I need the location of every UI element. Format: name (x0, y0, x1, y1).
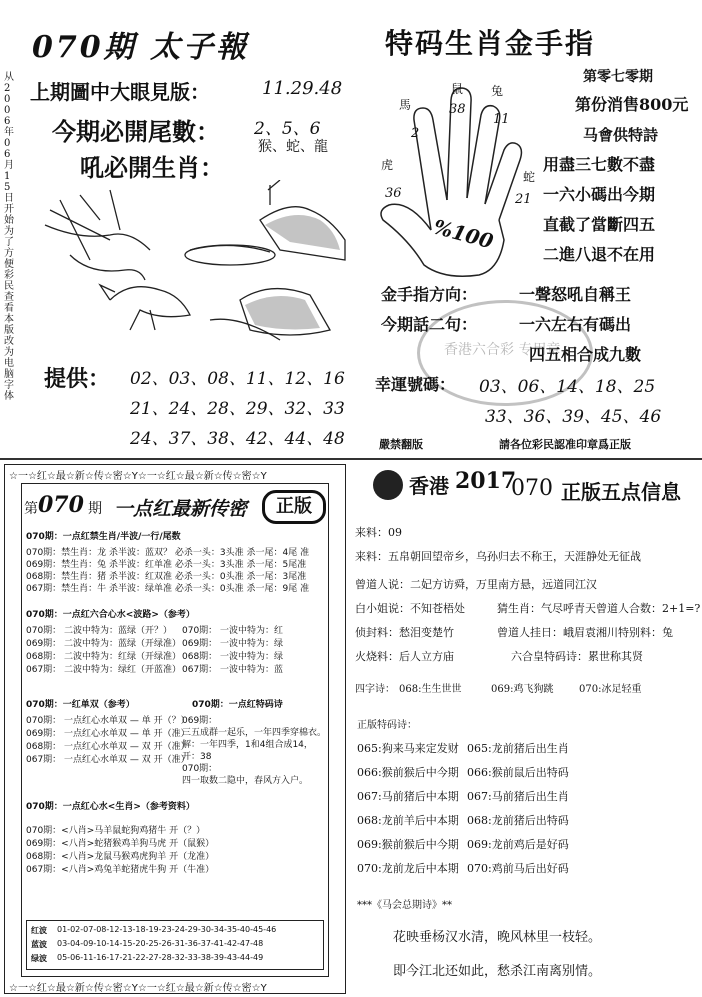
issue-text: 第零七零期 (583, 69, 653, 85)
balls-box (26, 920, 324, 970)
sec1-row-2: 069期：禁生肖：兔 杀半波：红单准 必杀一头：3头准 杀一尾：5尾准 (26, 560, 307, 570)
sec4-row-4: 067期：<八肖>鸡兔羊蛇猪虎牛狗 开（牛准） (26, 865, 215, 875)
poem-right-3: 067:马前猪后出生肖 (467, 790, 569, 803)
emblem-icon (373, 470, 403, 500)
poem-left-3: 067:马前猪后中本期 (357, 790, 459, 803)
top-left-panel (0, 0, 351, 460)
zodiac-value: 猴、蛇、龍 (258, 139, 328, 155)
hand-num-rat: 38 (449, 102, 466, 117)
sec3-row-2: 069期： 一点红心水单双 — 单 开（准） (26, 729, 190, 739)
hand-animal-snake: 蛇 (523, 170, 536, 184)
words-value-2: 四五相合成九數 (529, 345, 642, 364)
br-line-1: 来料：09 (355, 526, 402, 539)
poem-left-2: 066:猴前猴后中今期 (357, 766, 459, 779)
direction-value: 一聲怒吼自稱王 (519, 285, 632, 304)
br-sub-title: 正版特码诗： (357, 720, 417, 731)
sec2-right-3: 068期： 一波中特为：绿 (182, 652, 284, 662)
br-title-year: 2017 (455, 468, 517, 494)
provide-label: 提供： (44, 366, 111, 392)
footer-right: 請各位彩民認准印章爲正版 (499, 438, 631, 451)
poem-left-6: 070:龙前龙后中本期 (357, 862, 459, 875)
border-top: ☆一☆红☆最☆新☆传☆密☆Y☆一☆红☆最☆新☆传☆密☆Y (9, 471, 267, 482)
poem-line-1: 用盡三七數不盡 (543, 155, 656, 174)
sec3-title: 070期：一红单双（参考） (26, 700, 135, 710)
page-title-left: 070期 太子報 (32, 30, 250, 65)
br-line-5b: 曾道人挂日：峨眉袁湘川特别料：兔 (497, 626, 673, 639)
poem-left-1: 065:狗来马来定发财 (357, 742, 459, 755)
br-tail-1: 花映垂杨汉水清，晚风林里一枝轻。 (393, 930, 602, 945)
sec3-poem-1: 069期： (182, 716, 218, 726)
hand-animal-rat: 鼠 (451, 82, 464, 96)
number-line-1: 02、03、08、11、12、16 (130, 369, 345, 389)
inner-box (21, 483, 329, 977)
br-line-7a: 四字诗： (355, 684, 395, 695)
br-line-4b: 猜生肖：气尽呼青天曾道人合数：2+1=? (497, 602, 701, 615)
number-line-3: 24、37、38、42、44、48 (130, 429, 345, 449)
sec3-poem-4: 开：38 (182, 752, 212, 762)
top-right-panel (351, 0, 702, 460)
sec3-poem-2: 三五成群一起乐，一年四季穿棉衣。 (182, 728, 327, 738)
bottom-right-panel (351, 464, 702, 992)
issue-suffix: 期 (88, 501, 102, 517)
palm-text: %100 (430, 214, 496, 254)
sec3-row-1: 070期： 一点红心水单双 — 单 开（？） (26, 716, 190, 726)
direction-label: 金手指方向： (381, 285, 478, 304)
issue-number: 070 (38, 492, 84, 518)
br-line-7d: 070:冰足轻重 (579, 684, 642, 695)
br-line-4a: 白小姐说：不知苍梧处 (355, 602, 465, 615)
br-tail-2: 即今江北还如此，愁杀江南离别情。 (393, 964, 602, 979)
sec1-title: 070期：一点红禁生肖/半波/一行/尾数 (26, 532, 181, 542)
green-label: 绿波 (31, 954, 47, 963)
sec1-row-3: 068期：禁生肖：猪 杀半波：红双准 必杀一头：0头准 杀一尾：3尾准 (26, 572, 307, 582)
sec2-left-2: 069期： 二波中特为：蓝绿（开绿准） (26, 639, 182, 649)
tail-value: 2、5、6 (254, 119, 321, 139)
br-tail-title: ***《马会总期诗》** (357, 900, 452, 911)
footer-left: 嚴禁翻版 (379, 438, 423, 451)
hand-animal-tiger: 虎 (381, 158, 394, 172)
sec2-right-2: 069期： 一波中特为：绿 (182, 639, 284, 649)
lucky-label: 幸運號碼： (375, 375, 456, 394)
number-line-2: 21、24、28、29、32、33 (130, 399, 345, 419)
zodiac-label: 吼必開生肖： (80, 153, 224, 182)
cartoon-illustration (40, 180, 350, 360)
poem-line-3: 直截了當斷四五 (543, 215, 656, 234)
hand-num-horse: 2 (411, 126, 420, 141)
sec2-left-4: 067期： 二波中特为：绿红（开蓝准） (26, 665, 182, 675)
red-label: 红波 (31, 926, 47, 935)
br-line-6b: 六合皇特码诗：累世称其贤 (511, 650, 643, 663)
poem-line-4: 二進八退不在用 (543, 245, 656, 264)
poem-left-5: 069:猴前猴后中今期 (357, 838, 459, 851)
poem-right-6: 070:鸡前马后出好码 (467, 862, 569, 875)
sec3-poem-5: 070期： (182, 764, 218, 774)
hand-animal-horse: 馬 (399, 98, 412, 112)
poem-right-4: 068:龙前猪后出特码 (467, 814, 569, 827)
sec2-title: 070期：一点红六合心水<波路>（参考） (26, 610, 195, 620)
poem-left-4: 068:龙前羊后中本期 (357, 814, 459, 827)
green-numbers: 05-06-11-16-17-21-22-27-28-32-33-38-39-43-44-49 (57, 953, 264, 962)
banner-title: 一点红最新传密 (114, 498, 248, 520)
last-issue-label: 上期圖中大眼見版： (30, 80, 210, 104)
br-title-issue: 070 (511, 476, 553, 501)
lucky-line-2: 33、36、39、45、46 (485, 407, 662, 427)
hand-animal-rabbit: 兔 (491, 84, 504, 98)
sec3-row-4: 067期： 一点红心水单双 — 双 开（准） (26, 755, 190, 765)
last-issue-value: 11.29.48 (262, 78, 343, 99)
horizontal-divider (0, 458, 702, 460)
br-title-a: 香港 (409, 474, 449, 498)
sec4-row-2: 069期：<八肖>蛇猪猴鸡羊狗马虎 开（鼠猴） (26, 839, 215, 849)
sec2-right-4: 067期： 一波中特为：蓝 (182, 665, 284, 675)
sec4-row-1: 070期：<八肖>马羊鼠蛇狗鸡猪牛 开（？） (26, 826, 206, 836)
sec2-left-1: 070期： 二波中特为：蓝绿（开？） (26, 626, 173, 636)
sec3-poem-6: 四一取数二隐中，春风方入户。 (182, 776, 309, 786)
br-line-6a: 火烧料：后人立方庙 (355, 650, 454, 663)
poem-right-1: 065:龙前猪后出生肖 (467, 742, 569, 755)
hand-num-snake: 21 (515, 192, 532, 207)
br-line-3: 曾道人说：二妃方访舜，万里南方悬，远道同江汉 (355, 578, 597, 591)
page-title-right: 特码生肖金手指 (385, 27, 596, 60)
poem-right-2: 066:猴前鼠后出特码 (467, 766, 569, 779)
poem-line-2: 一六小碼出今期 (543, 185, 656, 204)
sales-text: 第份消售800元 (575, 95, 689, 114)
hand-num-rabbit: 11 (493, 112, 510, 127)
stamp-text: 香港六合彩 专用章 (444, 342, 561, 358)
sec1-row-4: 067期：禁生肖：牛 杀半波：绿单准 必杀一头：0头准 杀一尾：9尾 准 (26, 584, 310, 594)
sec3-row-3: 068期： 一点红心水单双 — 双 开（准） (26, 742, 190, 752)
sec2-right-1: 070期： 一波中特为：红 (182, 626, 284, 636)
poem-right-5: 069:龙前鸡后是好码 (467, 838, 569, 851)
words-value: 一六左右有碼出 (519, 315, 632, 334)
sec1-row-1: 070期：禁生肖：龙 杀半波：蓝双？ 必杀一头：3头准 杀一尾：4尾 准 (26, 548, 310, 558)
sec2-left-3: 068期： 二波中特为：红绿（开绿准） (26, 652, 182, 662)
words-label: 今期話二句： (381, 315, 478, 334)
sec4-row-3: 068期：<八肖>龙鼠马猴鸡虎狗羊 开（龙准） (26, 852, 215, 862)
sec3-poem-title: 070期：一点红特码诗 (192, 700, 283, 710)
border-bottom: ☆一☆红☆最☆新☆传☆密☆Y☆一☆红☆最☆新☆传☆密☆Y (9, 983, 267, 994)
side-note: 从2006年06月15日开始为了方便彩民查看本版改为电脑字体 (4, 72, 14, 402)
red-numbers: 01-02-07-08-12-13-18-19-23-24-29-30-34-35-40-45-46 (57, 925, 277, 934)
sec4-title: 070期：一点红心水<生肖>（参考资料） (26, 802, 195, 812)
poem-title: 马會供特詩 (583, 126, 659, 144)
bottom-left-panel (4, 464, 346, 994)
br-line-7b: 068:生生世世 (399, 684, 462, 695)
hand-num-tiger: 36 (385, 186, 402, 201)
br-line-2: 来料：五帛朝回望帝乡，乌孙归去不称王，天涯静处无征战 (355, 550, 641, 563)
br-line-7c: 069:鸡飞狗跳 (491, 684, 554, 695)
blue-numbers: 03-04-09-10-14-15-20-25-26-31-36-37-41-42-47-48 (57, 939, 264, 948)
br-title-b: 正版五点信息 (561, 480, 681, 504)
blue-label: 蓝波 (31, 940, 47, 949)
issue-prefix: 第 (24, 501, 38, 517)
tail-label: 今期必開尾數： (52, 117, 220, 146)
lucky-line-1: 03、06、14、18、25 (479, 377, 656, 397)
zheng-badge: 正版 (262, 490, 326, 524)
br-line-5a: 侦封料：愁泪变楚竹 (355, 626, 454, 639)
sec3-poem-3: 解：一年四季，1和4组合成14， (182, 740, 313, 750)
